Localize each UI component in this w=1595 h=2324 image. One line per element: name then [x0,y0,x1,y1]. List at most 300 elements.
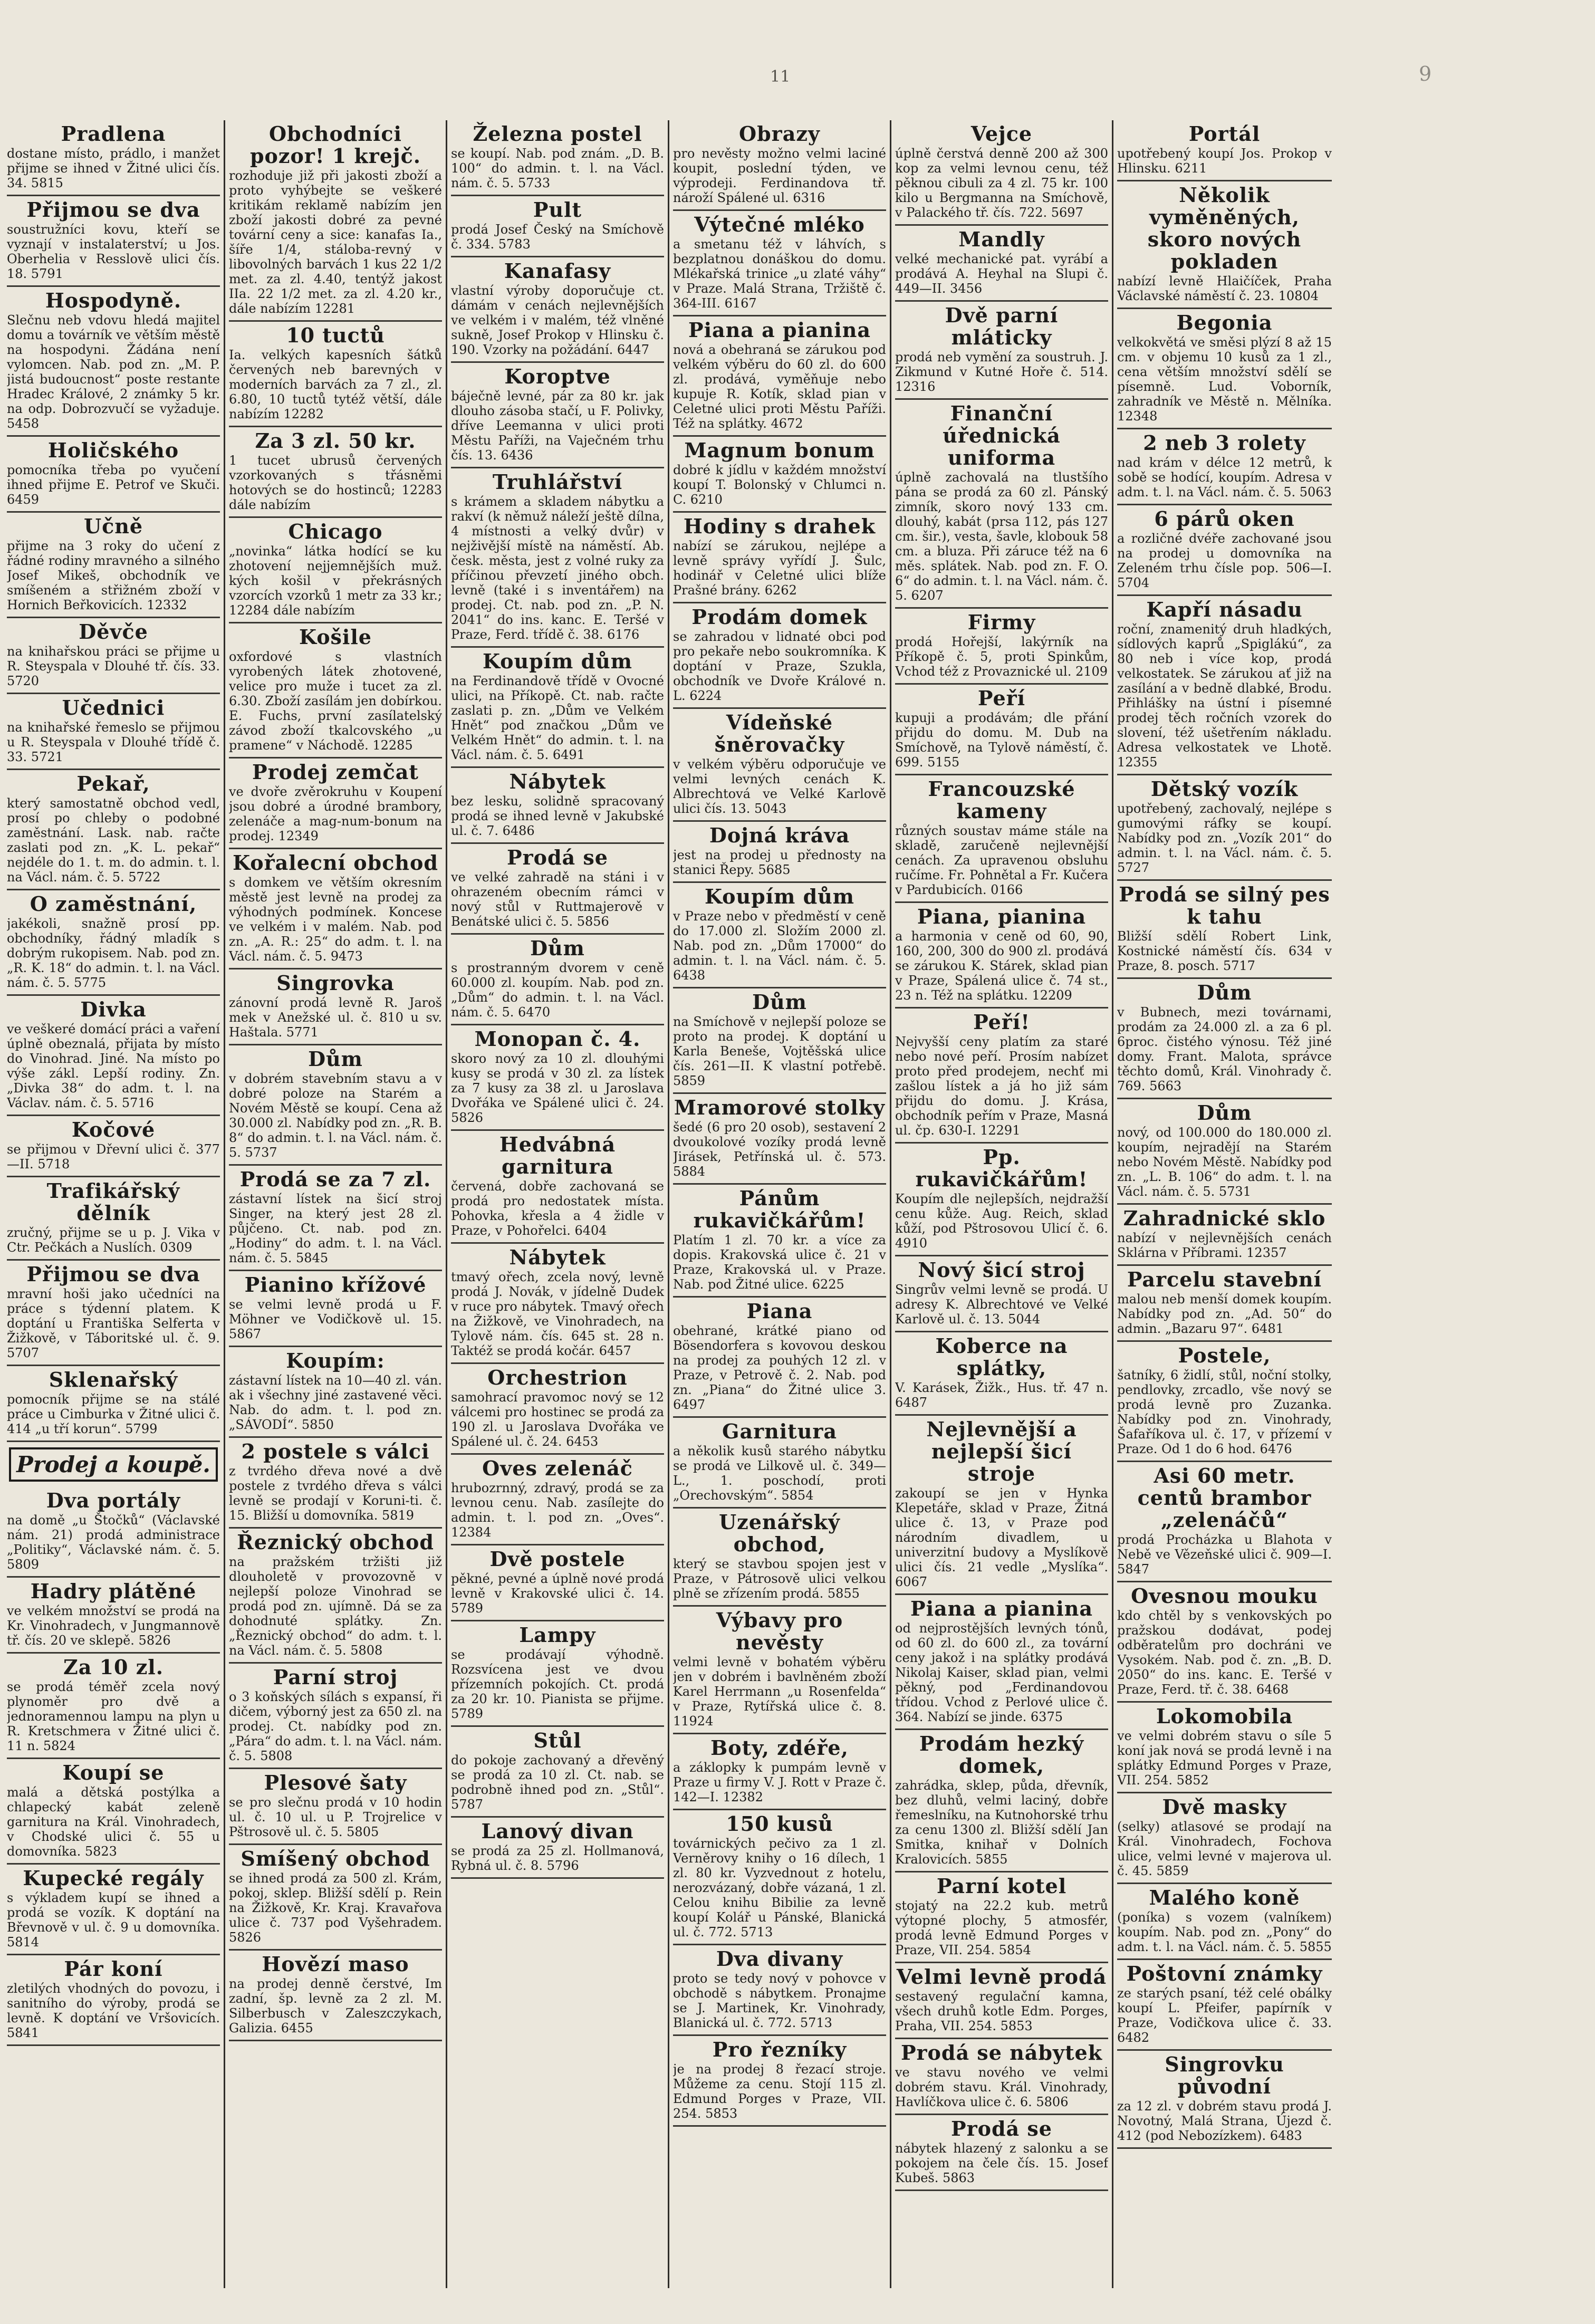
ad-text: proto se tedy nový v pohovce v obchodě s nábytkem. Pronajme se J. Martinek, Kr. Vinohrady, Blanická ul. č. 772. 5713 [673,1971,886,2030]
classified-ad [7,1261,220,1366]
classified-ad [895,685,1108,775]
ad-text: zahrádka, sklep, půda, dřevník, bez dluhů, velmi laciný, dobře řemeslníku, na Kutnohorské trhu za cenu 1300 zl. Bližší sdělí Jan Smitka, knihař v Dolních Kralovicích. 5855 [895,1778,1108,1867]
ad-text: skoro nový za 10 zl. dlouhými kusy se prodá v 30 zl. za lístek za 7 kusy za 38 zl. u Jaroslava Dvořáka ve Spálené ulici č. 24. 5826 [451,1051,664,1125]
classified-ad [673,1734,886,1810]
classified-ad [895,1963,1108,2039]
ad-text: s prostranným dvorem v ceně 60.000 zl. koupím. Nab. pod zn. „Dům“ do admin. t. l. na Václ. nám. č. 5. 6470 [451,961,664,1020]
ad-headline: Sklenařský [49,1368,178,1391]
classified-ad [229,1271,442,1347]
ad-text: se přijmou v Dřevní ulici č. 377—II. 5718 [7,1142,220,1171]
classified-ad [895,226,1108,302]
ad-headline: Garnitura [722,1419,837,1443]
classified-ad [1117,2051,1332,2149]
ad-text: do pokoje zachovaný a dřevěný se prodá za 10 zl. Ct. nab. se podrobně ihned pod zn. „Stůl“. 5787 [451,1753,664,1812]
classified-ad [673,822,886,883]
ad-text: obehrané, krátké piano od Bösendorfera s kovovou deskou na prodej za pouhých 12 zl. v Praze, v Petrově č. 2. Nab. pod zn. „Piana“ do Žitné ulice 3. 6497 [673,1323,886,1412]
ad-text: malou neb menší domek koupím. Nabídky pod zn. „Ad. 50“ do admin. „Bazaru 97“. 6481 [1117,1292,1332,1336]
classified-ad [895,903,1108,1009]
classified-ad [1117,979,1332,1099]
ad-headline: Koberce na splátky, [935,1334,1068,1380]
ad-text: a záklopky k pumpám levně v Praze u firmy V. J. Rott v Praze č. 142—I. 12382 [673,1760,886,1804]
classified-ad [7,770,220,890]
ad-headline: Vídeňské šněrovačky [714,710,845,756]
classified-ad [1117,181,1332,309]
classified-ad [7,1654,220,1759]
ad-text: s výkladem kupí se ihned a prodá se vozík. K doptání na Břevnově v ul. č. 9 u domovníka. 5814 [7,1890,220,1950]
ad-text: šedé (6 pro 20 osob), sestavení 2 dvoukolové vozíky prodá levně Jirásek, Petřínská ul. č. 573. 5884 [673,1120,886,1179]
ad-text: kupuji a prodávám; dle přání přijdu do domu. M. Dub na Smíchově, na Tylově náměstí, č. 699. 5155 [895,710,1108,770]
section-heading: Prodej a koupě. [9,1447,218,1482]
ad-text: dostane místo, prádlo, i manžet přijme se ihned v Žitné ulici čís. 34. 5815 [7,146,220,190]
ad-headline: Obrazy [739,122,820,146]
ad-text: a harmonia v ceně od 60, 90, 160, 200, 300 do 900 zl. prodává se zárukou K. Stárek, sklad pian v Praze, Spálená ulice č. 74 st., 23 n. Též na splátku. 12209 [895,929,1108,1003]
ad-text: na domě „u Štočků“ (Václavské nám. 21) prodá administrace „Politiky“, Václavské nám. č. 5. 5809 [7,1513,220,1572]
ad-text: a smetanu též v láhvích, s bezplatnou donáškou do domu. Mlékařská trinice „u zlaté váhy“ v Praze. Malá Strana, Tržiště č. 364-III. 6167 [673,237,886,311]
classified-ad [895,1009,1108,1144]
classified-ad [229,623,442,758]
classified-ad [895,400,1108,609]
ad-headline: Monopan č. 4. [474,1027,641,1051]
ad-headline: Dům [1197,981,1252,1004]
ad-headline: Hodiny s drahek [683,514,876,538]
ad-text: různých soustav máme stále na skladě, zaručeně nejlevnější cenách. Za upravenou obsluhu ručíme. Fr. Pohnětal a Fr. Kučera v Pardubicích. 0166 [895,823,1108,897]
classified-ad [1117,505,1332,596]
ad-headline: Chicago [288,520,383,543]
classified-ad [229,518,442,623]
ad-headline: Kanafasy [504,259,611,283]
corner-mark: 9 [1419,62,1432,85]
ad-text: bez lesku, solidně spracovaný prodá se ihned levně v Jakubské ul. č. 7. 6486 [451,794,664,838]
ad-headline: Lampy [519,1623,596,1647]
ad-headline: Železna postel [473,122,642,146]
ad-headline: Stůl [533,1728,582,1752]
ad-text: zletilých vhodných do povozu, i sanitního do výroby, prodá se levně. K doptání ve Vršovicích. 5841 [7,1981,220,2040]
ad-headline: Piana a pianina [910,1597,1093,1620]
ad-headline: Mandly [958,227,1045,251]
ad-text: rozhoduje již při jakosti zboží a proto vyhýbejte se veškeré kritikám reklamě nabízím jen zboží jakosti dobré za pevné tovární ceny a sice: kanafas Ia., šíře 1/4, stáloba-revný v libovolných barvách 1 kus 22 1/2 met. za zl. 4.40, tentýž jakost IIa. 22 1/2 met. za zl. 4.20 kr., dále nabízím 12281 [229,168,442,316]
ad-headline: Dvě parní mláticky [945,303,1059,349]
ad-text: prodá neb vymění za soustruh. J. Zikmund v Kutné Hoře č. 514. 12316 [895,350,1108,394]
ad-headline: Dům [1197,1101,1252,1125]
ad-text: a rozličné dvéře zachované jsou na prodej u domovníka na Zeleném trhu čísle pop. 506—I. 5704 [1117,531,1332,590]
ad-text: na knihařské řemeslo se přijmou u R. Steyspala v Dlouhé třídě č. 33. 5721 [7,720,220,764]
ad-headline: Plesové šaty [264,1771,407,1794]
ad-text: se velmi levně prodá u F. Möhner ve Vodičkově ul. 15. 5867 [229,1297,442,1341]
classified-ad [7,287,220,437]
ad-headline: Piana a pianina [688,318,871,342]
classified-ad [1117,120,1332,181]
ad-headline: Koupím: [286,1349,385,1372]
ad-headline: Prodá se silný pes k tahu [1119,882,1330,928]
classified-ad [1117,1342,1332,1462]
ad-headline: Mramorové stolky [674,1096,886,1119]
ad-text: na Smíchově v nejlepší poloze se proto na prodej. K doptání u Karla Beneše, Vojtěšská ulice čís. 261—II. K vlastní potřebě. 5859 [673,1014,886,1088]
ad-text: „novinka“ látka hodící se ku zhotovení nejjemnějších muž. kých košil v překrásných vzorcích vzorků 1 metr za 33 kr.; 12284 dále nabízím [229,544,442,618]
ad-headline: Peří [977,686,1026,710]
ad-headline: Finanční úřednická uniforma [943,401,1061,469]
column-1 [3,120,225,2288]
classified-ad [451,468,664,648]
ad-headline: Trafikářský dělník [46,1179,180,1225]
ad-headline: Prodá se za 7 zl. [239,1167,431,1191]
ad-text: upotřebený, zachovalý, nejlépe s gumovými ráfky se koupí. Nabídky pod zn. „Vozík 201“ do admin. t. l. na Václ. nám. č. 5. 5727 [1117,801,1332,875]
classified-ad [673,437,886,513]
ad-headline: Parcelu stavební [1127,1267,1322,1291]
classified-ad [229,120,442,322]
ad-headline: Singrovku původní [1165,2052,1284,2098]
ad-text: který samostatně obchod vedl, prosí po chleby o podobné zaměstnání. Lask. nab. račte zaslati pod zn. „K. L. pekař“ nejdéle do 1. t. m. do admin. t. l. na Václ. nám. č. 5. 5722 [7,796,220,885]
classified-ad [451,1131,664,1244]
ad-headline: Dvě masky [1162,1795,1287,1819]
classified-ad [673,1607,886,1734]
ad-text: v velkém výběru odporučuje ve velmi levných cenách K. Albrechtová ve Velké Karlově ulici čís. 13. 5043 [673,757,886,816]
classified-ad [451,1025,664,1131]
ad-text: prodá Hořejší, lakýrník na Příkopě č. 5, proti Spinkům, Vchod též z Provaznické ul. 2109 [895,635,1108,679]
ad-text: s krámem a skladem nábytku a rakví (k němuž náleží ještě dílna, 4 místnosti a velký dvůr) v nejživější místě na náměstí. Ab. česk. města, jest z volné ruky za příčinou převzetí jiného obch. levně (také i s inventářem) na prodej. Ct. nab. pod zn. „P. N. 2041“ do ins. kanc. E. Teršé v Praze, Ferd. třídě č. 38. 6176 [451,494,664,642]
classified-ad [451,1727,664,1818]
ad-text: jest na prodej u přednosty na stanici Řepy. 5685 [673,848,886,877]
ad-text: dobré k jídlu v každém množství koupí T. Bolonský v Chlumci n. C. 6210 [673,463,886,507]
ad-headline: Smíšený obchod [241,1847,430,1870]
ad-headline: Postele, [1178,1343,1271,1367]
ad-headline: Velmi levně prodá [896,1965,1107,1989]
ad-headline: Hovězí maso [262,1952,409,1976]
ad-headline: Děvče [79,620,148,644]
classified-ad [7,1177,220,1261]
classified-ad [1117,1793,1332,1884]
ad-text: úplně čerstvá denně 200 až 300 kop za velmi levnou cenu, též pěknou cibuli za 4 zl. 75 kr. 100 kilo u Bergmanna na Smíchově, v Palackého tř. čís. 722. 5697 [895,146,1108,220]
ad-text: červená, dobře zachovaná se prodá pro nedostatek místa. Pohovka, křesla a 4 židle v Praze, v Pohořelci. 6404 [451,1179,664,1238]
classified-ad [229,1529,442,1664]
classified-ad [451,935,664,1025]
classified-ad [673,2036,886,2127]
ad-text: nabízí levně Hlaičíček, Praha Václavské náměstí č. 23. 10804 [1117,274,1332,303]
classified-ad [895,609,1108,685]
ad-text: pomocník přijme se na stálé práce u Cimburka v Žitné ulici č. 414 „u tří korun“. 5799 [7,1392,220,1436]
ad-headline: Prodá se [507,846,608,869]
classified-ad [895,1872,1108,1963]
classified-ad [673,1509,886,1607]
ad-text: hrubozrnný, zdravý, prodá se za levnou cenu. Nab. zasílejte do admin. t. l. pod zn. „Oves“. 12384 [451,1481,664,1540]
classified-ad [673,1945,886,2036]
ad-text: mravní hoši jako učedníci na práce s týdenní platem. K doptání u Františka Selferta v Žižkově, v Táboritské ul. č. 9. 5707 [7,1286,220,1360]
ad-text: Nejvyšší ceny platím za staré nebo nové peří. Prosím nabízet proto před prodejem, nechť mi zašlou lístek a já ho již sám přijdu do domu. J. Krása, obchodník peřím v Praze, Masná ul. čp. 630-I. 12291 [895,1034,1108,1138]
ad-text: (selky) atlasové se prodají na Král. Vinohradech, Fochova ulice, velmi levné v majerova ul. č. 45. 5859 [1117,1819,1332,1878]
classified-ad [673,513,886,603]
ad-text: o 3 koňských sílách s expansí, ři dičem, výborný jest za 650 zl. na prodej. Ct. nabídky pod zn. „Pára“ do adm. t. l. na Václ. nám. č. 5. 5808 [229,1689,442,1763]
ad-text: v dobrém stavebním stavu a v dobré poloze na Starém a Novém Městě se koupí. Cena až 30.000 zl. Nabídky pod zn. „R. B. 8“ do admin. t. l. na Václ. nám. č. 5. 5737 [229,1071,442,1160]
ad-headline: Nábytek [509,770,606,793]
classified-ad [451,1455,664,1545]
ad-headline: Piana [746,1299,813,1323]
column-4 [669,120,891,2288]
classified-ad [673,1810,886,1945]
ad-text: na knihařskou práci se přijme u R. Steyspala v Dlouhé tř. čís. 33. 5720 [7,644,220,688]
ad-text: přijme na 3 roky do učení z řádné rodiny mravného a silného Josef Mikeš, obchodník ve smíšeném a střižném zboží v Hornich Beřkovicích. 12332 [7,539,220,612]
classified-ad [673,1185,886,1298]
classified-ad [895,2115,1108,2191]
ad-headline: Pro řezníky [712,2038,847,2061]
classified-ad [895,1256,1108,1332]
classified-ad [229,322,442,427]
classified-ad [895,1416,1108,1595]
classified-ad [7,890,220,996]
classified-ad [895,302,1108,400]
ad-text: z tvrdého dřeva nové a dvě postele z tvrdého dřeva s válci levně se prodají v Koruni-ti. č. 15. Bližší u domovníka. 5819 [229,1464,442,1523]
ad-headline: Nábytek [509,1245,606,1269]
classified-ad [229,1845,442,1951]
classified-ad [7,1366,220,1442]
classified-ad [895,775,1108,903]
ad-text: na pražském tržišti již dlouholetě v provozovně v nejlepší poloze Vinohrad se prodá pod zn. ujímně. Dá se za dohodnuté splátky. Zn. „Řeznický obchod“ do adm. t. l. na Václ. nám. č. 5. 5808 [229,1554,442,1658]
ad-text: ve velké zahradě na stáni i v ohrazeném obecním rámci v nový stůl v Ruttmajerově v Benátské ulici č. 5. 5856 [451,870,664,929]
classified-ad [7,437,220,513]
classified-ad [673,316,886,437]
ad-headline: Dům [530,936,585,960]
ad-text: 1 tucet ubrusů červených vzorkovaných s třásněmi hotových se do hostinců; 12283 dále nabízím [229,453,442,512]
ad-headline: Nový šicí stroj [918,1258,1085,1282]
ad-headline: Koroptve [504,364,611,388]
classified-ad [451,257,664,363]
ad-text: se koupí. Nab. pod znám. „D. B. 100“ do admin. t. l. na Václ. nám. č. 5. 5733 [451,146,664,190]
ad-text: malá a dětská postýlka a chlapecký kabát zeleně garnitura na Král. Vinohradech, v Chodské ulici č. 55 u domovníka. 5823 [7,1785,220,1859]
ad-headline: Hospodyně. [45,289,182,312]
ad-text: zástavní lístek na 10—40 zl. ván. ak i všechny jiné zastavené věci. Nab. do adm. t. l. pod zn. „SÁVODÍ“. 5850 [229,1373,442,1432]
ad-headline: Lanový divan [481,1819,634,1843]
ad-text: od nejprostějších levných tónů, od 60 zl. do 600 zl., za tovární ceny jakož i na splátky prodává Nikolaj Kaiser, sklad pian, velmi pěkný, pod „Ferdinandovou třídou. Vchod z Perlové ulice č. 364. Nabízí se jinde. 6375 [895,1621,1108,1724]
classified-ad [451,648,664,768]
ad-text: se prodá za 25 zl. Hollmanová, Rybná ul. č. 8. 5796 [451,1843,664,1873]
ad-headline: Pianino křížové [244,1273,427,1297]
ad-text: velmi levně v bohatém výběru jen v dobrém i bavlněném zboží Karel Herrmann „u Rosenfelda“ v Praze, Rytířská ulice č. 8. 11924 [673,1655,886,1728]
classified-ad [7,1759,220,1865]
ad-text: se prodávají výhodně. Rozsvícena jest ve dvou přízemních pokojích. Ct. prodá za 20 kr. 10. Pianista se přijme. 5789 [451,1647,664,1721]
classified-ad [895,120,1108,226]
ad-headline: Přijmou se dva [26,198,200,222]
classified-ad [895,1595,1108,1730]
ad-headline: Za 3 zl. 50 kr. [255,429,416,453]
ad-text: Koupím dle nejlepších, nejdražší cenu kůže. Aug. Reich, sklad kůží, pod Pštrosovou Ulicí č. 6. 4910 [895,1192,1108,1251]
ad-text: zánovní prodá levně R. Jaroš mek v Anežské ul. č. 810 u sv. Haštala. 5771 [229,995,442,1040]
ad-headline: Dům [308,1047,363,1071]
ad-headline: Koupím dům [482,649,632,673]
ad-text: nový, od 100.000 do 180.000 zl. koupím, nejradějí na Starém nebo Novém Městě. Nabídky pod zn. „L. B. 106“ do adm. t. l. na Václ. nám. č. 5. 5731 [1117,1125,1332,1199]
ad-headline: Singrovka [276,971,395,995]
classified-ad [7,513,220,618]
ad-headline: Řeznický obchod [237,1530,434,1554]
ad-text: stojatý na 22.2 kub. metrů výtopné plochy, 5 atmosfér, prodá levně Edmund Porges v Praze, VII. 254. 5854 [895,1898,1108,1957]
ad-headline: Kořalecní obchod [233,851,438,875]
ad-headline: Výbavy pro nevěsty [716,1608,843,1654]
ad-text: ve dvoře zvěrokruhu v Koupení jsou dobré a úrodné brambory, zelenáče a mag-num-bonum na prodej. 12349 [229,784,442,843]
ad-headline: Parní stroj [273,1665,398,1689]
classified-ad [451,1244,664,1364]
classified-ad [7,618,220,694]
classified-ad [229,1951,442,2041]
ad-text: upotřebený koupí Jos. Prokop v Hlinsku. 6211 [1117,146,1332,176]
classified-ad [1117,1266,1332,1342]
ad-headline: Zahradnické sklo [1123,1206,1326,1230]
ad-headline: Prodá se [951,2117,1052,2140]
classified-ad [673,1298,886,1418]
ad-headline: O zaměstnání, [30,892,197,916]
ad-headline: Kapří násadu [1146,598,1303,621]
ad-headline: Asi 60 metr. centů brambor „zelenáčů“ [1137,1464,1312,1532]
ad-text: pro nevěsty možno velmi laciné koupit, poslední týden, ve výprodeji. Ferdinandova tř. nároží Spálené ul. 6316 [673,146,886,205]
ad-text: se ihned prodá za 500 zl. Krám, pokoj, sklep. Bližší sdělí p. Rein na Žižkově, Kr. Kraj. Kravařova ulice č. 737 pod Vyšehradem. 5826 [229,1871,442,1945]
classified-ad [451,120,664,196]
classified-ad [7,1955,220,2046]
classified-ad [1117,1703,1332,1793]
ad-headline: Výtečné mléko [694,213,865,236]
classified-ad [229,1166,442,1271]
ad-text: zručný, přijme se u p. J. Vika v Ctr. Pečkách a Nuslích. 0309 [7,1225,220,1255]
ad-text: samohrací pravomoc nový se 12 válcemi pro hostinec se prodá za 190 zl. u Jaroslava Dvořáka ve Spálené ul. č. 24. 6453 [451,1390,664,1449]
classified-ad [673,988,886,1094]
classified-ad [7,196,220,287]
ad-text: jakékoli, snažně prosí pp. obchodníky, řádný mladík s dobrým rukopisem. Nab. pod zn. „R. K. 18“ do admin. t. l. na Václ. nám. č. 5. 5775 [7,916,220,990]
classified-ad [7,120,220,196]
ad-text: Singrův velmi levně se prodá. U adresy K. Albrechtové ve Velké Karlově ul. č. 13. 5044 [895,1282,1108,1327]
ad-headline: Dva divany [716,1947,843,1971]
classified-ad [1117,1884,1332,1960]
ad-text: Slečnu neb vdovu hledá majitel domu a továrník ve větším městě na hospodyni. Žádána není vylomcen. Nab. pod zn. „M. P. jistá budoucnost“ poste restante Hradec Králové, 2 známky 5 kr. na odp. Dobrozvučí se vyžaduje. 5458 [7,313,220,431]
ad-headline: Lokomobila [1156,1704,1293,1728]
classified-ad [1117,309,1332,429]
classified-ad [451,1364,664,1455]
ad-text: Bližší sdělí Robert Link, Kostnické náměstí čís. 634 v Praze, 8. posch. 5717 [1117,929,1332,973]
ad-headline: 2 postele s válci [241,1439,430,1463]
ad-headline: Ovesnou mouku [1131,1584,1318,1608]
classified-ad [7,1116,220,1177]
ad-text: který se stavbou spojen jest v Praze, v Pátrosově ulici velkou plně se zřízením prodá. 5855 [673,1557,886,1601]
ad-headline: Dětský vozík [1150,777,1299,801]
ad-headline: Parní kotel [936,1874,1067,1898]
classified-ad [229,1438,442,1529]
ad-text: velké mechanické pat. vyrábí a prodává A. Heyhal na Slupi č. 449—II. 3456 [895,252,1108,296]
classified-ad [229,1664,442,1769]
ad-headline: Prodám domek [691,605,868,629]
ad-text: nabízí se zárukou, nejlépe a levně správy vyřídí J. Šulc, hodinář v Celetné ulici blíže Prašné brány. 6262 [673,539,886,598]
ad-text: ve stavu nového ve velmi dobrém stavu. Král. Vinohrady, Havlíčkova ulice č. 6. 5806 [895,2065,1108,2109]
classified-ad [7,1578,220,1654]
classified-ad [7,1487,220,1578]
ad-headline: Koupím dům [704,885,854,908]
ad-headline: 150 kusů [726,1812,833,1836]
ad-text: nábytek hlazený z salonku a se pokojem na čele čís. 15. Josef Kubeš. 5863 [895,2141,1108,2185]
ad-text: a několik kusů starého nábytku se prodá ve Lilkově ul. č. 349—L., 1. poschodí, proti „Orechovským“. 5854 [673,1444,886,1503]
ad-text: nad krám v délce 12 metrů, k sobě se hodící, koupím. Adresa v adm. t. l. na Václ. nám. č. 5. 5063 [1117,455,1332,500]
classified-ad [1117,596,1332,775]
ad-text: ve velkém množství se prodá na Kr. Vinohradech, v Jungmannově tř. čís. 20 ve sklepě. 5826 [7,1603,220,1648]
ad-headline: Za 10 zl. [63,1655,164,1679]
classified-ad [229,1045,442,1166]
ad-text: pomocníka třeba po vyučení ihned přijme E. Petrof ve Skuči. 6459 [7,463,220,507]
ad-text: s domkem ve větším okresním městě jest levně na prodej za výhodných podmínek. Koncese ve velkém i v malém. Nab. pod zn. „A. R.: 25“ do adm. t. l. na Václ. nám. č. 5. 9473 [229,875,442,964]
ad-text: ze starých psaní, též celé obálky koupí L. Pfeifer, papírník v Praze, Vodičkova ulice č. 33. 6482 [1117,1986,1332,2045]
ad-headline: Pradlena [61,122,166,146]
ad-headline: Begonia [1176,311,1273,334]
ad-text: ve veškeré domácí práci a vaření úplně obeznalá, přijata by místo do Vinohrad. Jiné. Na místo po výše zákl. Lepší rodiny. Zn. „Divka 38“ do adm. t. l. na Václav. nám. č. 5. 5716 [7,1022,220,1110]
classified-ad [895,1332,1108,1416]
ad-headline: Poštovní známky [1126,1962,1323,1985]
classified-ad [1117,429,1332,505]
classified-ad [895,2039,1108,2115]
ad-headline: Košile [299,625,372,649]
ad-text: báječně levné, pár za 80 kr. jak dlouho zásoba stačí, u F. Polivky, dříve Leemanna v ulici proti Městu Paříži, na Vaječném trhu čís. 13. 6436 [451,389,664,463]
ad-headline: Oves zelenáč [482,1456,633,1480]
ad-headline: 6 párů oken [1154,507,1295,531]
classified-ad [229,758,442,849]
classified-ad [229,849,442,969]
ad-text: velkokvětá ve směsi plýzí 8 až 15 cm. v objemu 10 kusů za 1 zl., cena větším množství sdělí se písemně. Lud. Voborník, zahradník ve Městě n. Mělníka. 12348 [1117,335,1332,424]
ad-headline: Hedvábná garnitura [499,1132,616,1178]
page-number: 11 [770,68,791,86]
ad-text: se pro slečnu prodá v 10 hodin ul. č. 10 ul. u P. Trojrelice v Pštrosově ul. č. 5. 5805 [229,1795,442,1839]
ad-headline: Hadry plátěné [30,1579,197,1603]
ad-text: prodá Josef Český na Smíchově č. 334. 5783 [451,222,664,252]
ad-text: ve velmi dobrém stavu o síle 5 koní jak nová se prodá levně i na splátky Edmund Porges v Praze, VII. 254. 5852 [1117,1728,1332,1788]
ad-text: se zahradou v lidnaté obci pod pro pekaře nebo soukromníka. K doptání v Praze, Szukla, obchodník ve Dvoře Králové n. L. 6224 [673,629,886,703]
ad-text: v Praze nebo v předměstí v ceně do 17.000 zl. Složím 2000 zl. Nab. pod zn. „Dům 17000“ do admin. t. l. na Václ. nám. č. 5. 6438 [673,909,886,983]
ad-headline: Pár koní [64,1957,163,1981]
ad-headline: Peří! [973,1010,1030,1034]
ad-headline: Učednici [62,696,165,719]
classified-ad [673,1094,886,1185]
classified-ad [673,709,886,822]
ad-headline: 2 neb 3 rolety [1143,431,1306,455]
classified-ad [673,120,886,211]
ad-headline: Obchodníci pozor! 1 krejč. [249,122,421,168]
ad-headline: Francouzské kameny [928,777,1075,823]
ad-text: na prodej denně čerstvé, Im zadní, šp. levně za 2 zl. M. Silberbusch v Zaleszczykach, Galizia. 6455 [229,1976,442,2035]
ad-text: prodá Procházka u Blahota v Nebě ve Vězeňské ulici č. 909—I. 5847 [1117,1532,1332,1577]
classified-ad [1117,1462,1332,1582]
ad-text: (poníka) s vozem (valníkem) koupím. Nab. pod zn. „Pony“ do adm. t. l. na Václ. nám. č. 5. 5855 [1117,1910,1332,1954]
classified-ad [673,1418,886,1509]
classified-ad [451,844,664,935]
ad-headline: Několik vyměněných, skoro nových pokladen [1147,183,1302,273]
ad-headline: Kočové [71,1118,156,1141]
classified-ad [229,1769,442,1845]
classified-ad [451,196,664,257]
classified-ad [895,1730,1108,1872]
ad-headline: Dva portály [46,1488,181,1512]
ad-text: soustružníci kovu, kteří se vyznají v instalaterství; u Jos. Oberhelia v Resslově ulici čís. 18. 5791 [7,222,220,281]
ad-headline: Učně [83,514,143,538]
ad-text: zástavní lístek na šicí stroj Singer, na který jest 28 zl. půjčeno. Ct. nab. pod zn. „Hodiny“ do adm. t. l. na Václ. nám. č. 5. 5845 [229,1192,442,1265]
column-5 [891,120,1113,2288]
ad-headline: Dům [752,990,807,1014]
ad-headline: Prodá se nábytek [900,2041,1103,2064]
ad-text: se prodá téměř zcela nový plynoměr pro dvě a jednoramennou lampu na plyn u R. Kretschmera v Žitné ulici č. 11 n. 5824 [7,1679,220,1753]
ad-headline: Pekař, [76,772,150,795]
ad-headline: Přijmou se dva [26,1262,200,1286]
ad-headline: Vejce [971,122,1033,146]
ad-text: vlastní výroby doporučuje ct. dámám v cenách nejlevnějších ve velkém i v malém, též vlněné sukně, Josef Prokop v Hlinsku č. 190. Vzorky na požádání. 6447 [451,283,664,357]
classified-ad [451,1621,664,1727]
ad-headline: Prodej zemčat [252,760,419,784]
ad-text: roční, znamenitý druh hladkých, sídlových kaprů „Spiglákú“, za 80 neb i více kop, prodá velkostatek. Se zárukou ať již na zasílání a v bedně dlabké, Brodu. Přihlášky na ústní i písemné prodej těch ročních vzorek do slovení, též ušetřením nákladu. Adresa velkostatek ve Lhotě. 12355 [1117,622,1332,770]
ad-text: sestavený regulační kamna, všech druhů kotle Edm. Porges, Praha, VII. 254. 5853 [895,1989,1108,2033]
ad-headline: Truhlářství [492,470,623,494]
classified-ad [229,1347,442,1438]
classified-ad [229,427,442,518]
ad-text: úplně zachovalá na tlustšího pána se prodá za 60 zl. Pánský zimník, skoro nový 133 cm. dlouhý, kabát (prsa 112, pás 127 cm. šir.), vesta, šavle, klobouk 58 cm. a bluza. Při záruce též na 6 měs. splátek. Nab. pod zn. F. O. 6“ do admin. t. l. na Václ. nám. č. 5. 6207 [895,470,1108,603]
ad-headline: Kupecké regály [23,1866,204,1890]
ad-headline: Orchestrion [487,1366,628,1389]
ad-headline: Divka [80,997,147,1021]
